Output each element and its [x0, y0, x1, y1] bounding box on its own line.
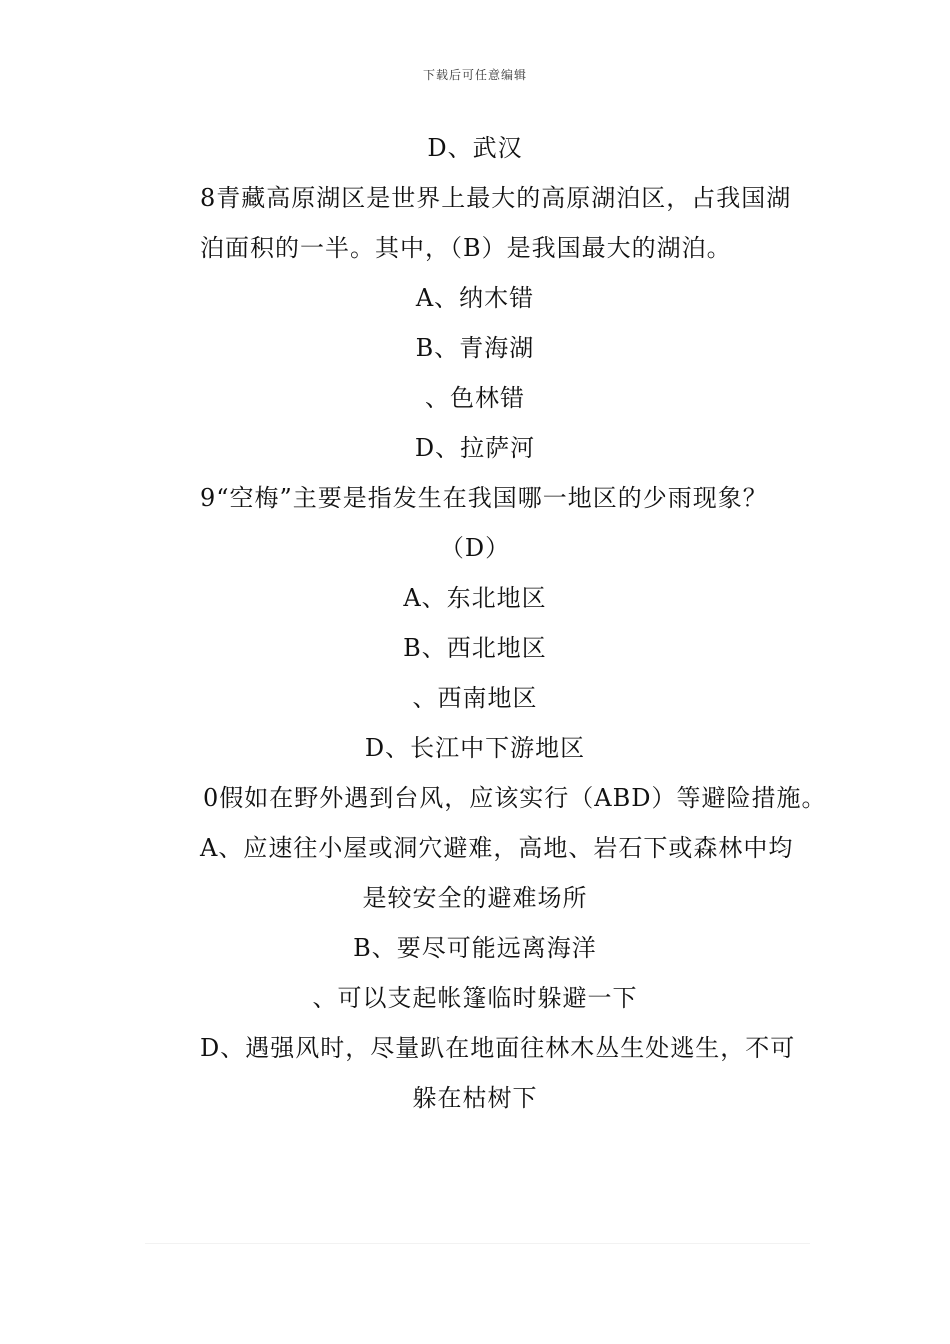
q8-option-d: D、拉萨河: [414, 434, 536, 462]
q9-option-c: 、西南地区: [412, 684, 538, 712]
option-d-wuhan: D、武汉: [427, 134, 523, 162]
q8-option-b: B、青海湖: [415, 334, 535, 362]
q10-option-a-line-1: A、应速往小屋或洞穴避难，高地、岩石下或森林中均: [200, 834, 794, 862]
q10-option-d-line-2: 躲在枯树下: [412, 1084, 538, 1112]
q9-option-b: B、西北地区: [403, 634, 547, 662]
page-header-note: 下载后可任意编辑: [422, 68, 527, 82]
question-8-line-2: 泊面积的一半。其中，（B）是我国最大的湖泊。: [200, 234, 732, 262]
question-10-line-1: 0假如在野外遇到台风，应该实行（ABD）等避险措施。: [203, 784, 827, 812]
q10-option-c: 、可以支起帐篷临时躲避一下: [312, 984, 638, 1012]
q10-option-a-line-2: 是较安全的避难场所: [362, 884, 588, 912]
footer-divider: [145, 1243, 810, 1244]
q8-option-c: 、色林错: [425, 384, 525, 412]
question-8-line-1: 8青藏高原湖区是世界上最大的高原湖泊区，占我国湖: [200, 184, 792, 212]
question-9-line-1: 9“空梅”主要是指发生在我国哪一地区的少雨现象？: [200, 484, 768, 512]
q9-option-d: D、长江中下游地区: [364, 734, 586, 762]
q10-option-d-line-1: D、遇强风时，尽量趴在地面往林木丛生处逃生，不可: [200, 1034, 796, 1062]
q8-option-a: A、纳木错: [415, 284, 535, 312]
q9-option-a: A、东北地区: [403, 584, 547, 612]
question-9-answer: （D）: [439, 534, 511, 562]
q10-option-b: B、要尽可能远离海洋: [353, 934, 597, 962]
